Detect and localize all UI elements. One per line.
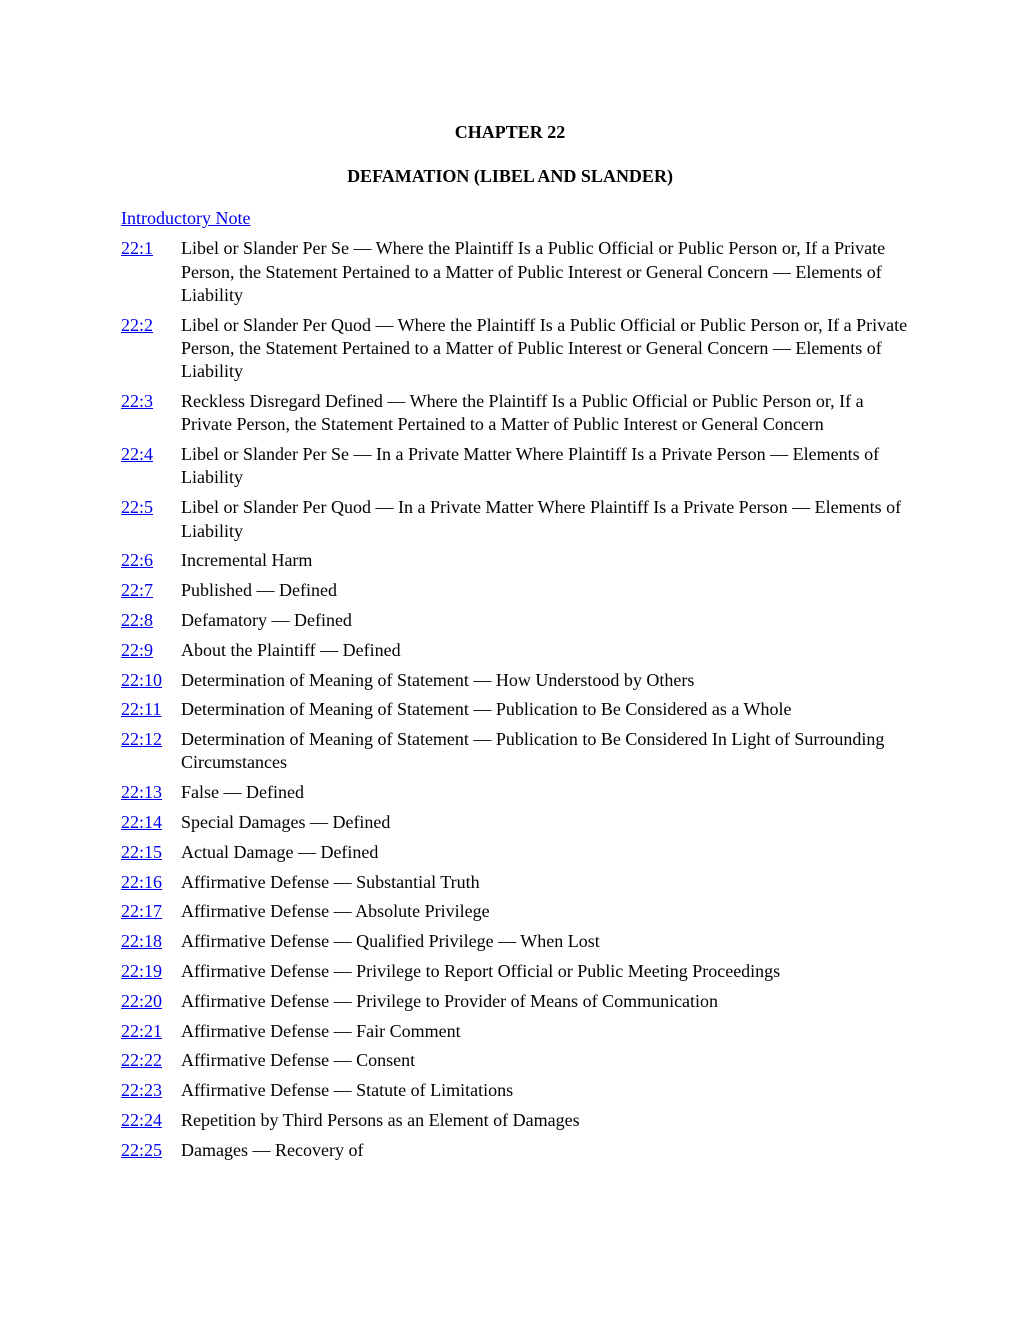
introductory-note-link[interactable]: Introductory Note [121,208,251,228]
toc-entry-title: Affirmative Defense — Qualified Privilege — When Lost [181,931,600,952]
toc-entry [121,930,911,953]
toc-entry [121,728,911,775]
toc-entry-title: About the Plaintiff — Defined [181,639,401,660]
toc-entry [121,990,911,1013]
toc-entry-number-link[interactable]: 22:14 [121,812,163,833]
toc-entry-title: Libel or Slander Per Quod — Where the Plaintiff Is a Public Official or Public Person or, If a Private Person, the Statement Pertained to a Matter of Public Interest or General Concern — Elements of Liability [181,314,908,382]
chapter-title: DEFAMATION (LIBEL AND SLANDER) [347,166,673,186]
toc-entry-number-link[interactable]: 22:22 [121,1050,163,1071]
toc-entry [121,443,911,490]
toc-entry-title: Libel or Slander Per Se — In a Private Matter Where Plaintiff Is a Private Person — Elements of Liability [181,444,880,488]
toc-entry-title: Affirmative Defense — Statute of Limitations [181,1080,514,1101]
toc-entry-number-link[interactable]: 22:8 [121,609,154,630]
toc-entry [121,900,911,923]
toc-entry-number-link[interactable]: 22:25 [121,1139,163,1160]
toc-entry-title: Actual Damage — Defined [181,841,379,862]
toc-entry-number-link[interactable]: 22:12 [121,729,163,750]
toc-entry-number-link[interactable]: 22:19 [121,961,163,982]
toc-entry-number-link[interactable]: 22:4 [121,444,154,465]
toc-entry-title: Incremental Harm [181,550,313,571]
toc-entry-title: Defamatory — Defined [181,609,352,630]
toc-entry-number-link[interactable]: 22:16 [121,871,163,892]
toc-entry-number-link[interactable]: 22:13 [121,782,163,803]
chapter-number: CHAPTER 22 [454,122,566,142]
toc-entry-title: Libel or Slander Per Quod — In a Private Matter Where Plaintiff Is a Private Person — Elements of Liability [181,497,902,541]
toc-entry-title: Repetition by Third Persons as an Element of Damages [181,1110,580,1130]
toc-entry-title: Determination of Meaning of Statement — Publication to Be Considered In Light of Surrounding Circumstances [181,729,885,773]
toc-entry [121,1139,911,1162]
toc-entry-number-link[interactable]: 22:18 [121,931,163,952]
toc-entry-title: Reckless Disregard Defined — Where the Plaintiff Is a Public Official or Public Person or, If a Private Person, the Statement Pertained to a Matter of Public Interest or General Concern [181,391,864,435]
toc-entry-number-link[interactable]: 22:11 [121,699,162,720]
toc-entry-title: Damages — Recovery of [181,1139,364,1160]
toc-entry-number-link[interactable]: 22:23 [121,1080,163,1101]
toc-entry-title: Determination of Meaning of Statement — How Understood by Others [181,669,695,690]
toc-entry-title: Published — Defined [181,580,337,601]
toc-entry-number-link[interactable]: 22:10 [121,669,163,690]
toc-entry-number-link[interactable]: 22:2 [121,314,154,335]
toc-entry-number-link[interactable]: 22:3 [121,391,154,412]
toc-entry [121,1049,911,1072]
toc-entry-number-link[interactable]: 22:5 [121,497,154,518]
toc-entry-title: Affirmative Defense — Consent [181,1050,416,1071]
toc-entry [121,1109,911,1132]
toc-entry [121,871,911,894]
toc-entry-title: False — Defined [181,782,304,803]
toc-entry-number-link[interactable]: 22:15 [121,841,163,862]
toc-entry-title: Special Damages — Defined [181,812,391,833]
toc-entry-number-link[interactable]: 22:9 [121,639,154,660]
toc-entry-title: Affirmative Defense — Fair Comment [181,1020,461,1041]
toc-list [121,237,911,1162]
toc-entry [121,549,911,572]
toc-entry [121,698,911,721]
toc-entry [121,669,911,692]
toc-entry-title: Affirmative Defense — Substantial Truth [181,871,480,892]
toc-entry-title: Libel or Slander Per Se — Where the Plaintiff Is a Public Official or Public Person or, If a Private Person, the Statement Pertained to a Matter of Public Interest or General Concern — Elements of Liability [181,238,886,305]
toc-entry [121,1020,911,1043]
toc-entry [121,314,911,384]
toc-entry-title: Affirmative Defense — Privilege to Report Official or Public Meeting Proceedings [181,961,781,982]
toc-entry [121,609,911,632]
toc-entry-number-link[interactable]: 22:6 [121,550,154,571]
toc-entry [121,496,911,543]
table-of-contents [121,207,911,1169]
toc-entry [121,237,911,307]
toc-entry-number-link[interactable]: 22:20 [121,990,163,1011]
toc-entry-number-link[interactable]: 22:17 [121,901,163,922]
toc-entry [121,811,911,834]
toc-entry-title: Determination of Meaning of Statement — Publication to Be Considered as a Whole [181,699,792,720]
toc-entry [121,579,911,602]
toc-entry [121,781,911,804]
toc-entry-number-link[interactable]: 22:1 [121,238,154,259]
toc-entry [121,390,911,437]
toc-entry [121,1079,911,1102]
toc-entry-title: Affirmative Defense — Absolute Privilege [181,901,490,922]
toc-entry [121,639,911,662]
toc-entry [121,841,911,864]
toc-entry-number-link[interactable]: 22:7 [121,580,154,601]
toc-entry-title: Affirmative Defense — Privilege to Provider of Means of Communication [181,990,719,1011]
toc-entry [121,960,911,983]
toc-entry-number-link[interactable]: 22:21 [121,1020,163,1041]
toc-entry-number-link[interactable]: 22:24 [121,1110,163,1130]
